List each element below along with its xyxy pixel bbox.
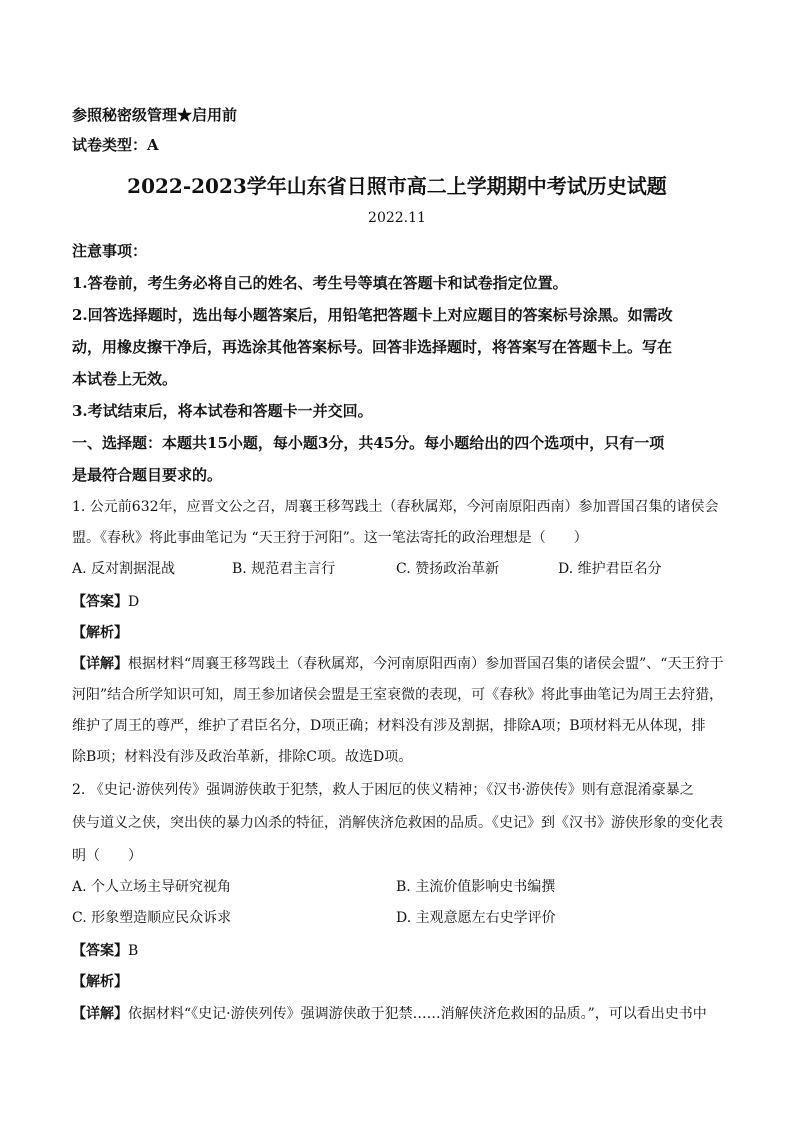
- q1-option-a: A. 反对割据混战: [72, 561, 176, 577]
- section-heading-line-1: 一、选择题：本题共15小题，每小题3分，共45分。每小题给出的四个选项中，只有一项: [72, 434, 665, 452]
- q1-option-d: D. 维护君臣名分: [558, 561, 662, 577]
- notice-item-3: 3.考试结束后，将本试卷和答题卡一并交回。: [72, 402, 373, 420]
- q2-option-d: D. 主观意愿左右史学评价: [396, 910, 556, 926]
- q2-option-c: C. 形象塑造顺应民众诉求: [72, 910, 232, 926]
- notice-item-1: 1.答卷前，考生务必将自己的姓名、考生号等填在答题卡和试卷指定位置。: [72, 274, 568, 292]
- answer-value: B: [128, 943, 139, 959]
- detail-text: 依据材料“《史记·游侠列传》强调游侠敢于犯禁……消解侠济危救困的品质。”，可以看出史书中: [128, 1006, 707, 1022]
- paper-type: 试卷类型：A: [72, 136, 159, 154]
- detail-tag: 【详解】: [72, 656, 128, 672]
- q1-stem-line-1: 1. 公元前632年，应晋文公之召，周襄王移驾践土（春秋属郑，今河南原阳西南）参加晋国召集的诸侯会: [72, 499, 719, 515]
- notice-heading: 注意事项：: [72, 242, 148, 260]
- q1-detail-line-4: 除B项；材料没有涉及政治革新，排除C项。故选D项。: [72, 749, 413, 765]
- answer-tag: 【答案】: [72, 943, 128, 959]
- answer-tag: 【答案】: [72, 594, 128, 610]
- q1-detail-line-3: 维护了周王的尊严，维护了君臣名分，D项正确；材料没有涉及割据，排除A项；B项材料无从体现，排: [72, 718, 706, 734]
- q1-option-c: C. 赞扬政治革新: [396, 561, 500, 577]
- q2-option-a: A. 个人立场主导研究视角: [72, 879, 232, 895]
- q1-option-b: B. 规范君主言行: [232, 561, 336, 577]
- answer-value: D: [128, 594, 140, 610]
- q2-stem-line-2: 侠与道义之侠，突出侠的暴力凶杀的特征，消解侠济危救困的品质。《史记》到《汉书》游侠形象的变化表: [72, 815, 723, 831]
- q2-option-b: B. 主流价值影响史书编撰: [396, 879, 556, 895]
- detail-tag: 【详解】: [72, 1006, 128, 1022]
- section-heading-line-2: 是最符合题目要求的。: [72, 466, 223, 484]
- q2-detail-line-1: [72, 1003, 707, 1023]
- q1-detail-line-1: [72, 653, 723, 673]
- q2-analysis-tag: 【解析】: [72, 974, 128, 990]
- secrecy-label: 参照秘密级管理★启用前: [72, 106, 238, 124]
- q1-detail-line-2: 河阳”结合所学知识可知，周王参加诸侯会盟是王室衰微的表现，可《春秋》将此事曲笔记为周王去狩猎，: [72, 687, 724, 703]
- q1-stem-line-2: 盟。《春秋》将此事曲笔记为 “天王狩于河阳”。这一笔法寄托的政治理想是（ ）: [72, 530, 588, 546]
- page-title: 2022-2023学年山东省日照市高二上学期期中考试历史试题: [127, 174, 667, 198]
- notice-item-2-line-1: 2.回答选择题时，选出每小题答案后，用铅笔把答题卡上对应题目的答案标号涂黑。如需改: [72, 306, 673, 324]
- notice-item-2-line-2: 动，用橡皮擦干净后，再选涂其他答案标号。回答非选择题时，将答案写在答题卡上。写在: [72, 338, 673, 356]
- detail-text: 根据材料“周襄王移驾践土（春秋属郑，今河南原阳西南）参加晋国召集的诸侯会盟”、“天王狩于: [128, 656, 724, 672]
- q1-analysis-tag: 【解析】: [72, 625, 128, 641]
- q2-stem-line-3: 明（ ）: [72, 848, 142, 864]
- q2-stem-line-1: 2. 《史记·游侠列传》强调游侠敢于犯禁，救人于困厄的侠义精神；《汉书·游侠传》则有意混淆豪暴之: [72, 782, 694, 798]
- exam-date: 2022.11: [368, 210, 426, 226]
- q1-answer: [72, 591, 139, 611]
- notice-item-2-line-3: 本试卷上无效。: [72, 370, 178, 388]
- q2-answer: [72, 940, 138, 960]
